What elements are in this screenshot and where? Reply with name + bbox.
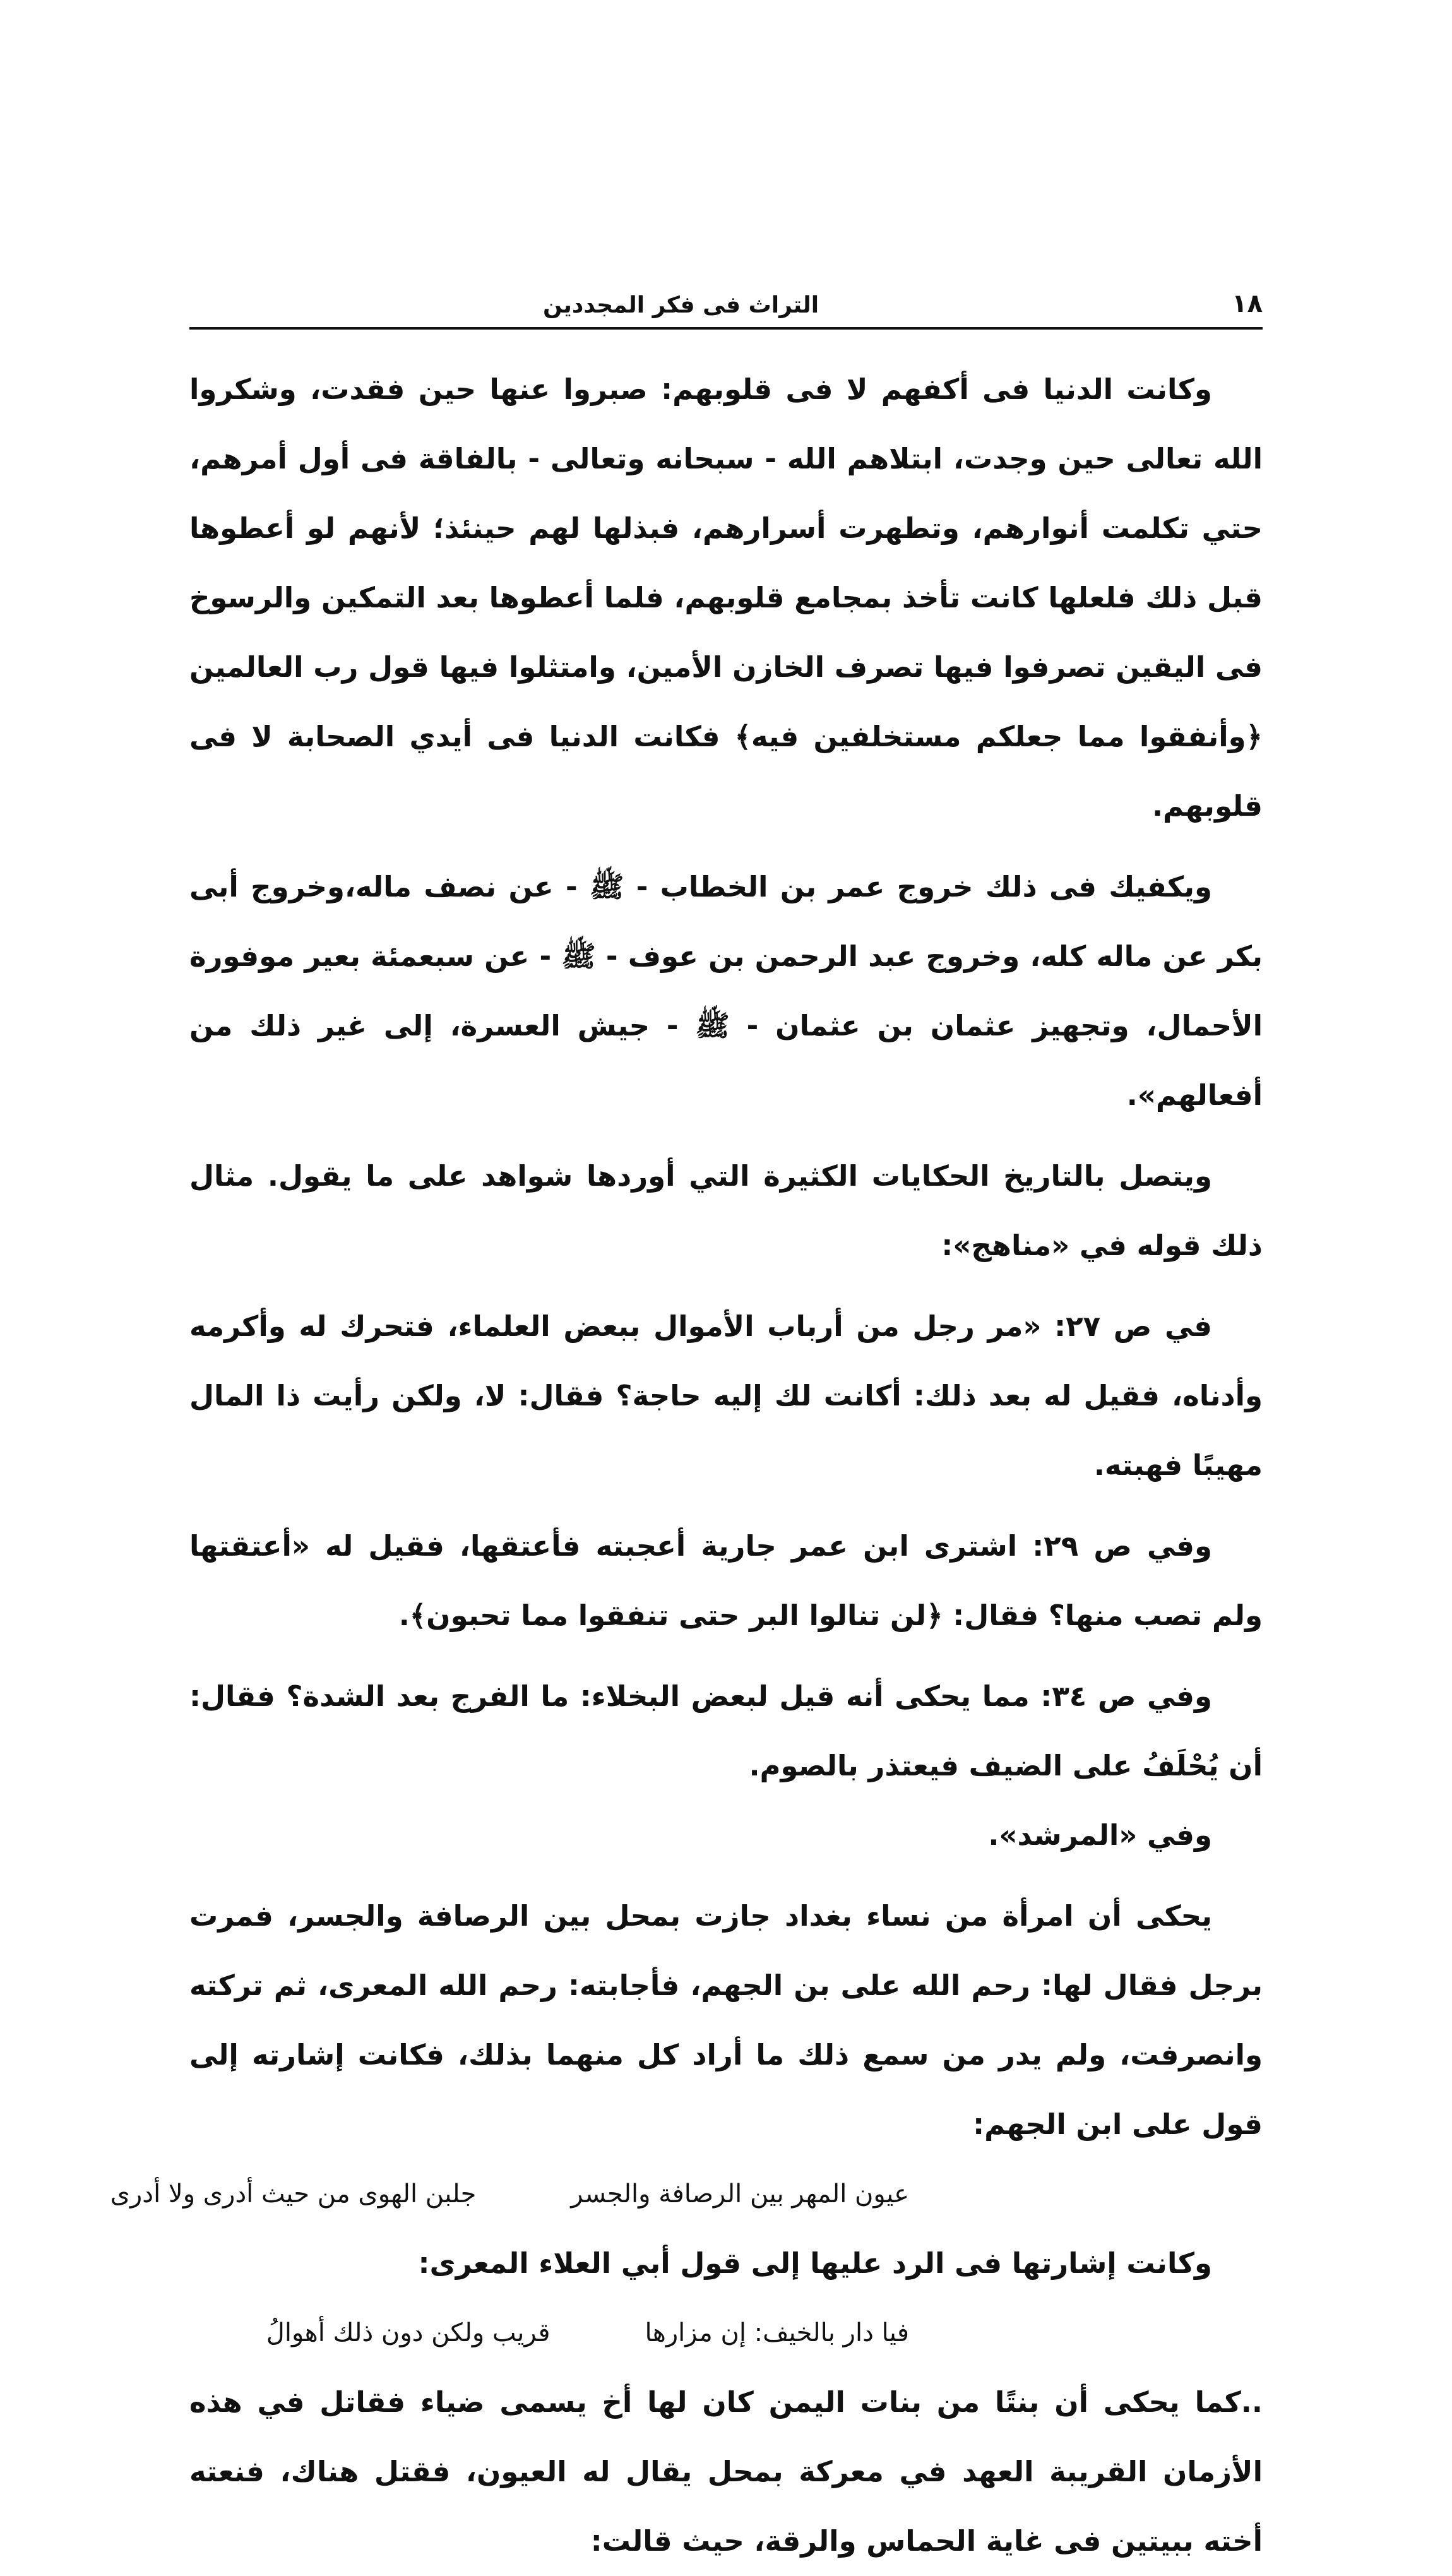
page-number: ١٨ <box>1232 289 1263 318</box>
paragraph-baghdad-story: يحكى أن امرأة من نساء بغداد جازت بمحل بين الرصافة والجسر، فمرت برجل فقال لها: رحم الله على بن الجهم، فأجابته: رحم الله المعرى، ثم تركته وانصرفت، ولم يدر من سمع ذلك ما أراد كل منهما بذلك، فكانت إشارته إلى قول على ابن الجهم: <box>189 1899 1263 2141</box>
paragraph-page-29: وفي ص ٢٩: اشترى ابن عمر جارية أعجبته فأعتقها، فقيل له «أعتقتها ولم تصب منها؟ فقال: ﴿لن تنالوا البر حتى تنفقوا مما تحبون﴾. <box>189 1529 1263 1632</box>
running-title: التراث فى فكر المجددين <box>543 292 819 318</box>
verse-al-maarri <box>189 2298 1263 2368</box>
verse-ibn-al-jahm <box>110 2159 1263 2229</box>
verse-second-hemistich: قريب ولكن دون ذلك أهوالُ <box>266 2318 550 2347</box>
paragraph-dunya: وكانت الدنيا فى أكفهم لا فى قلوبهم: صبروا عنها حين فقدت، وشكروا الله تعالى حين وجدت، ابتلاهم الله - سبحانه وتعالى - بالفاقة فى أول أمرهم، حتي تكلمت أنوارهم، وتطهرت أسرارهم، فبذلها لهم حينئذ؛ لأنهم لو أعطوها قبل ذلك فلعلها كانت تأخذ بمجامع قلوبهم، فلما أعطوها بعد التمكين والرسوخ فى اليقين تصرفوا فيها تصرف الخازن الأمين، وامتثلوا فيها قول رب العالمين ﴿وأنفقوا مما جعلكم مستخلفين فيه﴾ فكانت الدنيا فى أيدي الصحابة لا فى قلوبهم. <box>189 373 1263 823</box>
paragraph-page-34: وفي ص ٣٤: مما يحكى أنه قيل لبعض البخلاء: ما الفرج بعد الشدة؟ فقال: أن يُحْلَفُ على الضيف فيعتذر بالصوم. <box>189 1679 1263 1782</box>
paragraph-closing: ..كما يحكى أن بنتًا من بنات اليمن كان لها أخ يسمى ضياء فقاتل في هذه الأزمان القريبة العهد في معركة بمحل يقال له العيون، فقتل هناك، فنعته أخته ببيتين فى غاية الحماس والرقة، حيث قالت: <box>189 2385 1263 2558</box>
verse-second-hemistich: جلبن الهوى من حيث أدرى ولا أدرى <box>110 2179 477 2209</box>
paragraph-history: ويتصل بالتاريخ الحكايات الكثيرة التي أوردها شواهد على ما يقول. مثال ذلك قوله في «مناهج»: <box>189 1159 1263 1262</box>
verse-first-hemistich: عيون المهر بين الرصافة والجسر <box>571 2179 909 2209</box>
page-body <box>110 355 1263 2576</box>
paragraph-murshid: وفي «المرشد». <box>988 1818 1212 1852</box>
paragraph-page-27: في ص ٢٧: «مر رجل من أرباب الأموال ببعض العلماء، فتحرك له وأكرمه وأدناه، فقيل له بعد ذلك: أكانت لك إليه حاجة؟ فقال: لا، ولكن رأيت ذا المال مهيبًا فهبته. <box>189 1309 1263 1482</box>
page-header <box>189 278 1263 330</box>
book-page <box>110 278 1263 2576</box>
paragraph-bridge: وكانت إشارتها فى الرد عليها إلى قول أبي العلاء المعرى: <box>418 2246 1212 2280</box>
paragraph-companions: ويكفيك فى ذلك خروج عمر بن الخطاب - ﷺ - عن نصف ماله،وخروج أبى بكر عن ماله كله، وخروج عبد الرحمن بن عوف - ﷺ - عن سبعمئة بعير موفورة الأحمال، وتجهيز عثمان بن عثمان - ﷺ - جيش العسرة، إلى غير ذلك من أفعالهم». <box>189 870 1263 1112</box>
verse-first-hemistich: فيا دار بالخيف: إن مزارها <box>645 2318 909 2347</box>
